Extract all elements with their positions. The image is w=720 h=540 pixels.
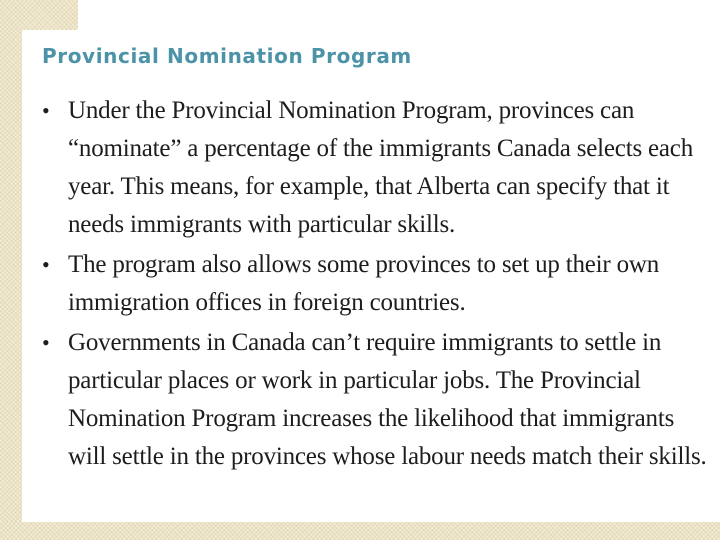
bullet-list: [40, 92, 708, 478]
bullet-icon: •: [42, 330, 50, 355]
content-panel: [22, 30, 712, 522]
bullet-item-nomination-overview: [40, 92, 708, 244]
bullet-icon: •: [42, 252, 50, 277]
bullet-item-settlement-likelihood: [40, 324, 708, 476]
bottom-texture-border: [0, 522, 720, 540]
bullet-item-foreign-offices: [40, 246, 708, 322]
bullet-icon: •: [42, 98, 50, 123]
bullet-text: Under the Provincial Nomination Program, provinces can “nominate” a percentage of the immigrants Canada selects each year. This means, for example, that Alberta can specify that it needs immigrants with particular skills.: [68, 97, 694, 238]
bullet-text: Governments in Canada can’t require immigrants to settle in particular places or work in particular jobs. The Provincial Nomination Program increases the likelihood that immigrants will settle in the provinces whose labour needs match their skills.: [68, 329, 707, 470]
page-title: Provincial Nomination Program: [42, 44, 412, 68]
bullet-text: The program also allows some provinces to set up their own immigration offices in foreign countries.: [68, 251, 660, 316]
